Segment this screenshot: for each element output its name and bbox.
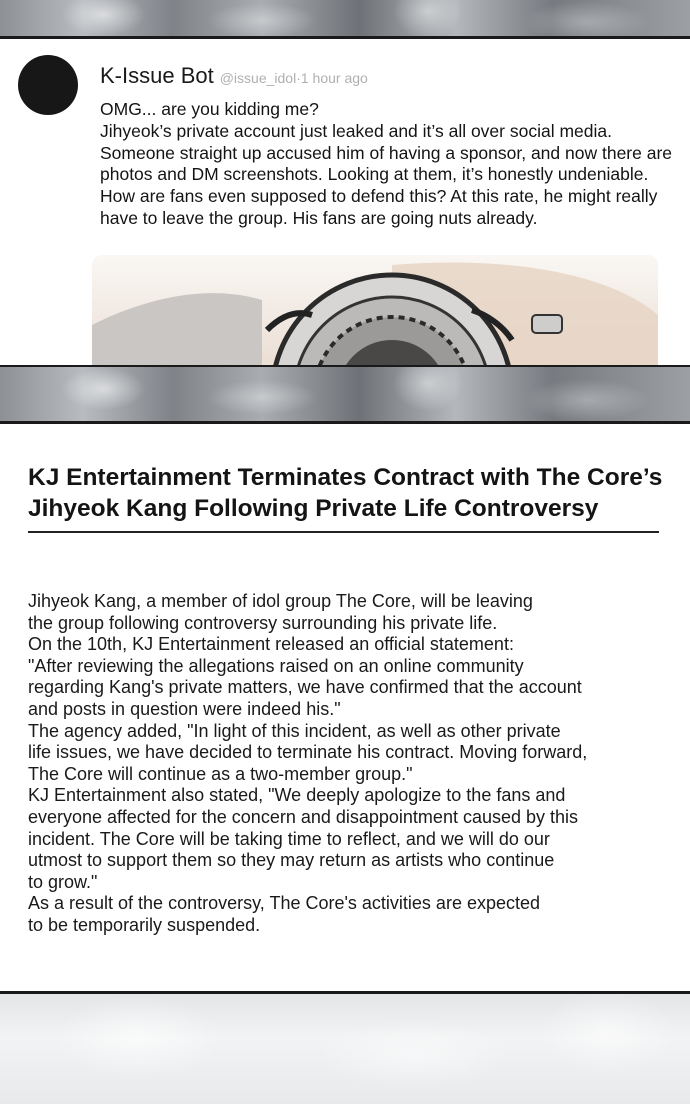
article-line: regarding Kang's private matters, we have confirmed that the account (28, 677, 582, 698)
middle-texture-panel (0, 367, 690, 422)
post-line: Someone straight up accused him of having a sponsor, and now there are (100, 142, 673, 163)
article-line: life issues, we have decided to terminate his contract. Moving forward, (28, 742, 588, 763)
avatar[interactable] (18, 55, 78, 115)
social-post (0, 39, 690, 365)
article-line: utmost to support them so they may return as artists who continue (28, 850, 555, 871)
top-texture-panel (0, 0, 690, 37)
article-line: to grow." (28, 871, 98, 892)
article-line: the group following controversy surrounding his private life. (28, 612, 498, 633)
article-line: to be temporarily suspended. (28, 914, 261, 935)
post-text (100, 99, 675, 230)
article-body (28, 591, 668, 937)
post-time: 1 hour ago (300, 70, 368, 86)
article-line: As a result of the controversy, The Core's activities are expected (28, 893, 541, 914)
bottom-texture-panel (0, 994, 690, 1104)
watch-photo-icon (92, 255, 658, 365)
article-title-line: Jihyeok Kang Following Private Life Controversy (28, 495, 599, 522)
article-line: incident. The Core will be taking time to reflect, and we will do our (28, 828, 550, 849)
post-header (100, 63, 368, 89)
post-line: OMG... are you kidding me? (100, 99, 319, 119)
article-line: On the 10th, KJ Entertainment released an official statement: (28, 634, 514, 655)
author-handle: @issue_idol·1 hour ago (219, 70, 368, 86)
article-line: The agency added, "In light of this incident, as well as other private (28, 720, 561, 741)
article-line: The Core will continue as a two-member group." (28, 763, 413, 784)
post-line: have to leave the group. His fans are going nuts already. (100, 207, 538, 228)
title-underline (28, 531, 659, 533)
article-title (28, 462, 668, 524)
divider-line (0, 421, 690, 424)
article-line: and posts in question were indeed his." (28, 698, 341, 719)
article-line: Jihyeok Kang, a member of idol group The Core, will be leaving (28, 591, 533, 611)
post-line: Jihyeok’s private account just leaked and it’s all over social media. (100, 120, 612, 141)
article-title-line: KJ Entertainment Terminates Contract with The Core’s (28, 464, 663, 491)
author-name[interactable]: K-Issue Bot (100, 63, 214, 88)
post-media-image[interactable] (92, 255, 658, 365)
post-line: How are fans even supposed to defend this? At this rate, he might really (100, 186, 658, 207)
article-line: everyone affected for the concern and disappointment caused by this (28, 806, 579, 827)
article-line: KJ Entertainment also stated, "We deeply apologize to the fans and (28, 785, 566, 806)
article-line: "After reviewing the allegations raised on an online community (28, 655, 524, 676)
post-line: photos and DM screenshots. Looking at them, it’s honestly undeniable. (100, 164, 649, 185)
